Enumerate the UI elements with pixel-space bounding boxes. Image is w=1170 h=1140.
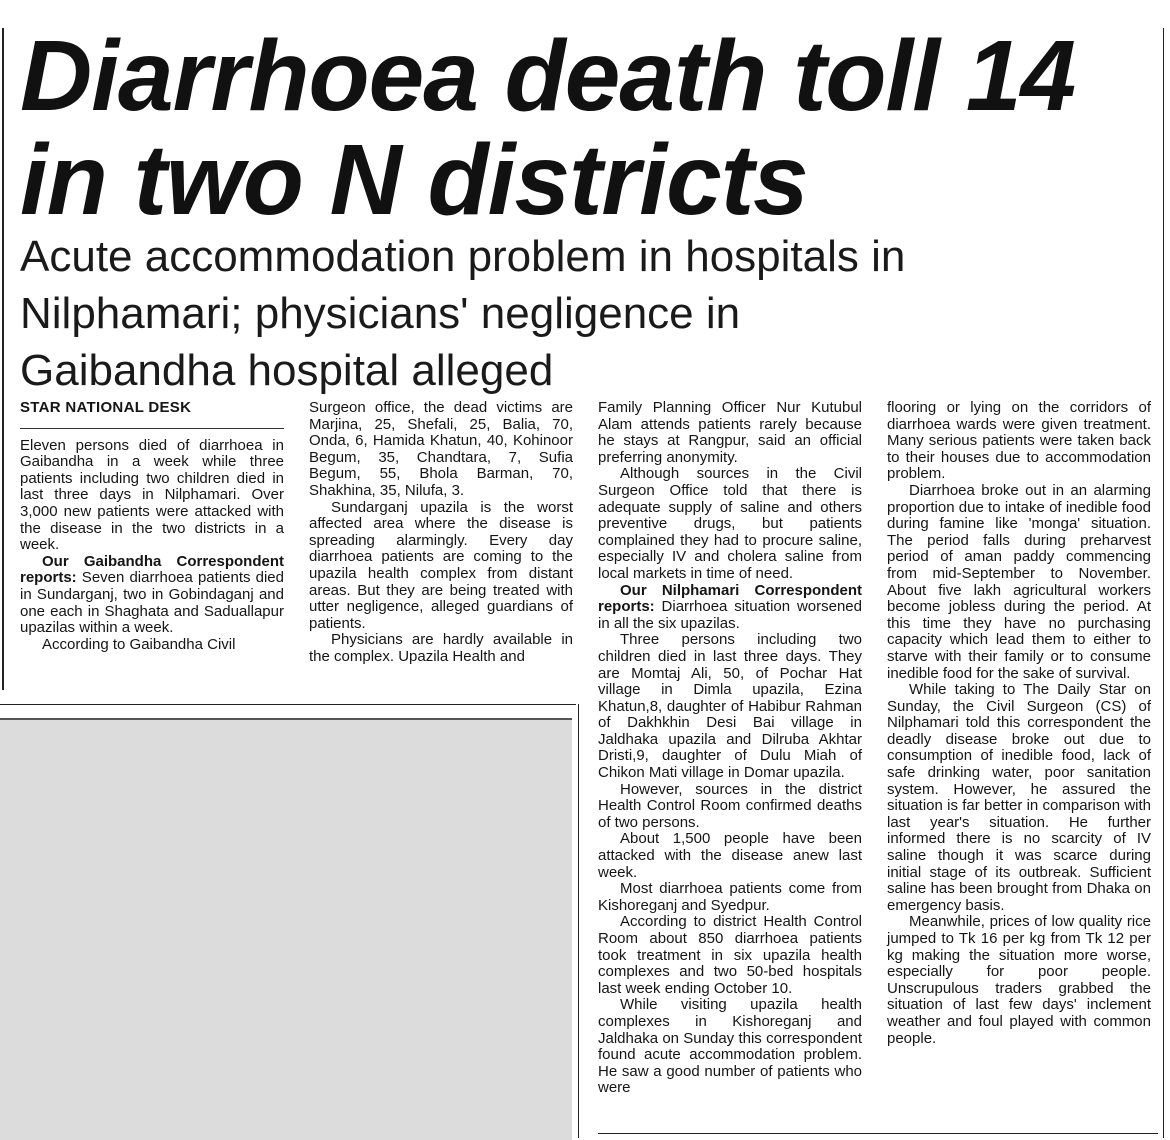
headline-line-2: in two N districts — [20, 124, 808, 236]
paragraph: Physicians are hardly available in the complex. Upazila Health and — [309, 631, 573, 665]
paragraph: Family Planning Officer Nur Kutubul Alam attends patients rarely because he stays at Rangpur, said an official preferring anonymity. — [598, 399, 862, 466]
paragraph: According to district Health Control Room about 850 diarrhoea patients took treatment in six upazila health complexes and two 50-bed hospitals last week ending October 10. — [598, 913, 862, 997]
subheadline-line-1: Acute accommodation problem in hospitals in — [20, 232, 906, 281]
byline-divider — [20, 428, 284, 429]
paragraph: Our Nilphamari Correspondent reports: Diarrhoea situation worsened in all the six upazilas. — [598, 581, 862, 632]
paragraph: Sundarganj upazila is the worst affected area where the disease is spreading alarmingly. Every day diarrhoea patients are coming to the upazila health complex from distant areas. But they are being treated with utter negligence, alleged guardians of patients. — [309, 498, 573, 632]
column-divider-vertical — [578, 704, 579, 1138]
paragraph: While taking to The Daily Star on Sunday, the Civil Surgeon (CS) of Nilphamari told this correspondent the deadly disease broke out due to consumption of inedible food, lack of safe drinking water, poor sanitation system. However, he assured the situation is far better in comparison with last year's situation. He further informed there is no scarcity of IV saline though it was scarce during initial stage of its outbreak. Sufficient saline has been brought from Dhaka on emergency basis. — [887, 681, 1151, 914]
paragraph: flooring or lying on the corridors of diarrhoea wards were given treatment. Many serious patients were taken back to their houses due to accommodation problem. — [887, 399, 1151, 483]
paragraph: According to Gaibandha Civil — [42, 635, 236, 653]
correspondent-lead: Our Gaibandha Correspondent reports: — [20, 552, 284, 587]
article-column-4 — [887, 400, 1151, 1047]
left-border-rule — [2, 28, 4, 690]
paragraph: Meanwhile, prices of low quality rice jumped to Tk 16 per kg from Tk 12 per kg making the situation more worse, especially for poor people. Unscrupulous traders grabbed the situation of last few days' inclement weather and foul played with common people. — [887, 913, 1151, 1047]
column-divider-horizontal — [0, 704, 576, 705]
paragraph: About 1,500 people have been attacked with the disease anew last week. — [598, 830, 862, 881]
paragraph: Although sources in the Civil Surgeon Office told that there is adequate supply of saline and others preventive drugs, but patients complained they had to procure saline, especially IV and cholera saline from local markets in time of need. — [598, 465, 862, 582]
paragraph: While visiting upazila health complexes in Kishoreganj and Jaldhaka on Sunday this correspondent found acute accommodation problem. He saw a good number of patients who were — [598, 996, 862, 1097]
subheadline-line-3: Gaibandha hospital alleged — [20, 346, 554, 395]
paragraph: Diarrhoea broke out in an alarming proportion due to intake of inedible food during famine like 'monga' situation. The period falls during preharvest period of aman paddy commencing from mid-September to November. About five lakh agricultural workers become jobless during the period. At this time they have no purchasing capacity which lead them to either to starve with their family or to consume inedible food for the sake of survival. — [887, 481, 1151, 682]
paragraph: Eleven persons died of diarrhoea in Gaibandha in a week while three patients including two children died in last three days in Nilphamari. Over 3,000 new patients were attacked with the disease in the two districts in a week. — [20, 436, 284, 554]
paragraph: Three persons including two children died in last three days. They are Momtaj Ali, 50, of Pochar Hat village in Dimla upazila, Ezina Khatun,8, daughter of Habibur Rahman of Dakhkhin Desi Bai village in Jaldhaka upazila and Dilruba Akhtar Dristi,9, daughter of Dulu Miah of Chikon Mati village in Domar upazila. — [598, 631, 862, 782]
subheadline — [20, 228, 1120, 399]
paragraph: Our Gaibandha Correspondent reports: Seven diarrhoea patients died in Sundarganj, two in Gobindaganj and one each in Shaghata and Saduallapur upazilas within a week. — [20, 552, 284, 637]
paragraph: However, sources in the district Health Control Room confirmed deaths of two persons. — [598, 780, 862, 831]
headline — [20, 20, 1076, 236]
right-border-rule — [1163, 28, 1164, 1138]
correspondent-lead: Our Nilphamari Correspondent reports: — [598, 581, 862, 616]
article-column-1 — [20, 400, 284, 653]
subheadline-line-2: Nilphamari; physicians' negligence in — [20, 289, 741, 338]
paragraph: Surgeon office, the dead victims are Marjina, 25, Shefali, 25, Balia, 70, Onda, 6, Hamida Khatun, 40, Kohinoor Begum, 35, Chandtara, 7, Sufia Begum, 55, Bhola Barman, 70, Shakhina, 35, Nilufa, 3. — [309, 399, 573, 499]
bottom-rule — [598, 1133, 1158, 1134]
article-column-3 — [598, 400, 862, 1097]
article-column-2 — [309, 400, 573, 666]
paragraph: Most diarrhoea patients come from Kishoreganj and Syedpur. — [598, 880, 862, 914]
photo-placeholder — [0, 718, 572, 1140]
headline-line-1: Diarrhoea death toll 14 — [20, 20, 1076, 132]
byline: STAR NATIONAL DESK — [20, 399, 192, 416]
